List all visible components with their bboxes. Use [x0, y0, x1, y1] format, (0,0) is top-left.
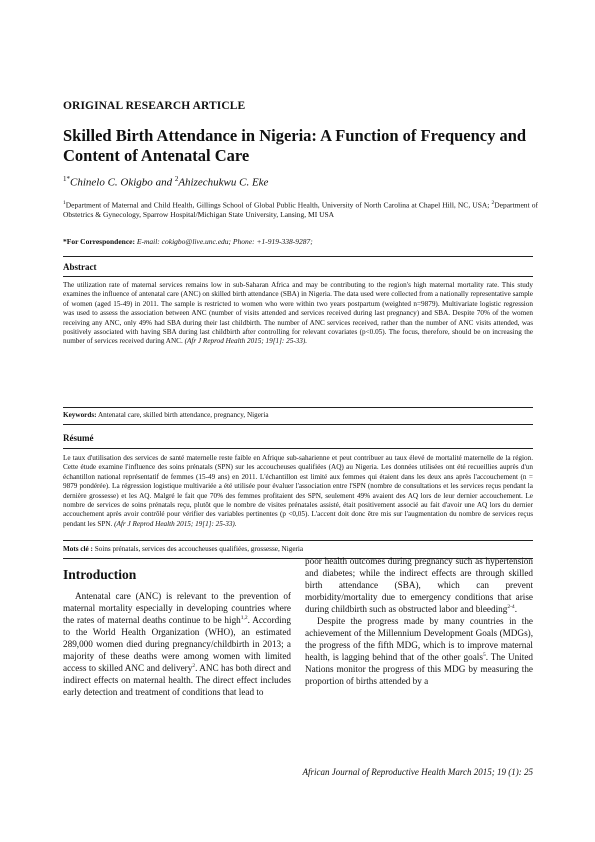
citation-superscript: 2: [192, 663, 196, 670]
intro-text: . ANC has both direct and indirect effects on maternal health. The direct effect includes early detection and treatment of conditions that lead to: [63, 663, 291, 698]
author-list: [63, 175, 268, 189]
intro-text: poor health outcomes during pregnancy such as hypertension and diabetes; while the indirect effects are through skilled birth attendance (SBA), which can prevent morbidity/mortality due to emergency conditions that arise during childbirth such as obstructed labor and bleeding: [305, 556, 533, 615]
resume-body: Le taux d'utilisation des services de santé maternelle reste faible en Afrique sub-saharienne et peut contribuer au taux élevé de mortalité maternelle de la région. Cette étude examine l'influence des soins prénatals (SPN) sur les accoucheuses qualifiées (AQ) au Nigeria. Les données utilisées ont été recueillies auprès d'un échantillon national représentatif de femmes (15-49 ans) en 2011. L'échantillon est limité aux femmes qui étaient dans les deux ans après l'accouchement (n = 9879 pondérée). La régression logistique multivariée a été utilisée pour évaluer l'association entre l'SPN (nombre de consultations et les services reçus pendant la dernière grossesse) et les AQ. Malgré le fait que 70% des femmes profitaient des SPN, seulement 49% avaient des AQ lors de leur dernier accouchement. Le nombre de services de soins prénatals reçu, plutôt que le nombre de visites prénatales assisté, était positivement associé au fait d'avoir une AQ lors du dernier accouchement après avoir contrôlé pour vérifier des variables pertinentes (p <0,05). L'accent doit donc être mis sur l'augmentation du nombre de services reçus pendant les SPN.: [63, 454, 533, 528]
abstract-body: The utilization rate of maternal services remains low in sub-Saharan Africa and may be contributing to the region's high maternal mortality rate. This study examines the influence of antenatal care (ANC) on skilled birth attendance (SBA) in Nigeria. The data used were collected from a nationally representative sample of women (aged 15-49) in 2011. The sample is restricted to women who were within two years postpartum (weighted n=9879). Multivariate logistic regression was used to assess the association between ANC (number of visits attended and services received during last pregnancy) and SBA. Despite 70% of the women receiving any ANC, only 49% had SBA during their last childbirth. The number of ANC services received, rather than the number of ANC visits attended, was positively associated with having SBA during last childbirth after controlling for relevant covariates (p<0.05). The focus, therefore, should be on increasing the number of services received during ANC.: [63, 281, 533, 346]
abstract-citation: (Afr J Reprod Health 2015; 19[1]: 25-33).: [184, 337, 308, 346]
affiliations: [63, 199, 538, 220]
divider-rule: [63, 540, 533, 541]
mots-cles-label: Mots clé :: [63, 545, 93, 553]
keywords-list: Antenatal care, skilled birth attendance, pregnancy, Nigeria: [96, 411, 269, 419]
page-footer: African Journal of Reproductive Health March 2015; 19 (1): 25: [302, 767, 533, 777]
divider-rule: [63, 448, 533, 449]
mots-cles: [63, 545, 533, 553]
intro-text: . According to the World Health Organization (WHO), an estimated 289,000 women died during pregnancy/childbirth in 2013; a majority of these deaths were among women with limited access to skilled ANC and delivery: [63, 615, 291, 674]
author-2-superscript: 2: [174, 175, 179, 183]
keywords-label: Keywords:: [63, 411, 97, 419]
author-conjunction: and: [152, 176, 175, 189]
affiliation-1-marker: 1: [63, 200, 66, 206]
citation-superscript: 5: [482, 652, 486, 659]
abstract-text: [63, 281, 533, 347]
citation-superscript: 2-4: [507, 604, 515, 611]
article-title: Skilled Birth Attendance in Nigeria: A Function of Frequency and Content of Antenatal Care: [63, 126, 527, 165]
article-type-label: ORIGINAL RESEARCH ARTICLE: [63, 100, 246, 112]
correspondence: [63, 237, 538, 246]
correspondence-details: E-mail: cokigbo@live.unc.edu; Phone: +1-919-338-9287;: [135, 237, 313, 246]
author-2-name: Ahizechukwu C. Eke: [178, 176, 269, 189]
resume-heading: Résumé: [63, 433, 94, 443]
affiliation-2-marker: 2: [491, 200, 495, 206]
intro-text: Antenatal care (ANC) is relevant to the prevention of maternal mortality especially in developing countries where the rates of maternal deaths continue to be high: [63, 591, 291, 626]
intro-text: . The United Nations monitor the progress of this MDG by measuring the proportion of births attended by a: [305, 652, 533, 687]
introduction-left-column: [63, 590, 291, 698]
affiliation-2: Department of Obstetrics & Gynecology, Sparrow Hospital/Michigan State University, Lansing, MI USA: [63, 200, 538, 219]
affiliation-1: Department of Maternal and Child Health, Gillings School of Global Public Health, University of North Carolina at Chapel Hill, NC, USA;: [65, 200, 492, 210]
divider-rule: [63, 407, 533, 408]
abstract-heading: Abstract: [63, 262, 97, 272]
resume-citation: (Afr J Reprod Health 2015; 19[1]: 25-33).: [114, 519, 237, 528]
introduction-heading: Introduction: [63, 567, 137, 582]
divider-rule: [63, 256, 533, 257]
citation-superscript: 1,2: [240, 615, 248, 622]
introduction-right-column: [305, 555, 533, 688]
author-1-name: Chinelo C. Okigbo: [70, 176, 153, 189]
author-1-superscript: 1*: [63, 175, 70, 183]
keywords: [63, 411, 533, 419]
divider-rule: [63, 424, 533, 425]
intro-text: .: [514, 604, 517, 615]
resume-text: [63, 454, 533, 529]
intro-text: Despite the progress made by many countries in the achievement of the Millennium Development Goals (MDGs), the progress of the fifth MDG, which is to improve maternal health, is lagging behind that of the other goals: [305, 616, 533, 663]
divider-rule: [63, 276, 533, 277]
mots-cles-list: Soins prénatals, services des accoucheuses qualifiées, grossesse, Nigeria: [92, 545, 304, 553]
intro-paragraph: [305, 555, 533, 615]
intro-paragraph: [305, 615, 533, 687]
correspondence-label: *For Correspondence:: [63, 237, 136, 246]
